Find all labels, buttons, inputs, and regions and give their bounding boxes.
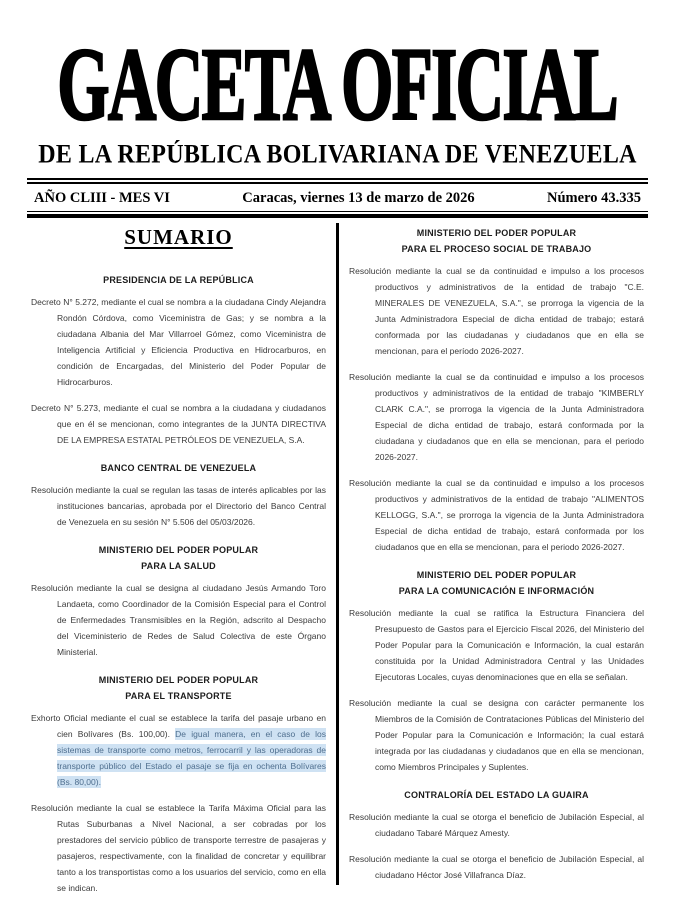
section-transporte (31, 672, 326, 895)
section-heading-line: MINISTERIO DEL PODER POPULAR (98, 545, 259, 555)
summary-entry: Resolución mediante la cual se otorga el beneficio de Jubilación Especial, al ciudadano Héctor José Villafranca Díaz. (349, 854, 644, 880)
summary-entry: Resolución mediante la cual se designa al ciudadano Jesús Armando Toro Landaeta, como Coordinador de la Comisión Especial para el Control de Enfermedades Transmisibles en la Región, adscrito al Despacho del Viceministerio de Redes de Salud Colectiva de este Órgano Ministerial. (31, 583, 326, 657)
dateline-year: AÑO CLIII - MES VI (34, 190, 170, 206)
section-heading-line: PARA EL PROCESO SOCIAL DE TRABAJO (401, 244, 592, 254)
section-heading (31, 542, 326, 574)
summary-entry: Resolución mediante la cual se da continuidad e impulso a los procesos productivos y administrativos de la entidad de trabajo "ALIMENTOS KELLOGG, S.A.", se prorroga la vigencia de la Junta Administradora Especial de dicha entidad de trabajo, estará conformada por los ciudadanos que en ella se mencionan, para el periodo 2026-2027. (349, 478, 644, 552)
section-heading-line: PRESIDENCIA DE LA REPÚBLICA (103, 275, 254, 285)
exhorto-normal-text: Exhorto Oficial mediante el cual se establece la tarifa del pasaje urbano en cien Bolívares (Bs. 100,00). (31, 713, 326, 739)
section-heading (31, 272, 326, 288)
section-proceso-social (349, 225, 644, 555)
section-heading (349, 225, 644, 257)
masthead (0, 0, 675, 170)
summary-title (31, 225, 326, 250)
summary-entry: Resolución mediante la cual se regulan las tasas de interés aplicables por las instituciones bancarias, aprobada por el Directorio del Banco Central de Venezuela en su sesión N° 5.506 del 05/03/2026. (31, 485, 326, 527)
masthead-title-wrap (0, 28, 675, 143)
gazette-title: GACETA OFICIAL (57, 28, 618, 143)
summary-entry: Decreto N° 5.273, mediante el cual se nombra a la ciudadana y ciudadanos que en él se mencionan, como integrantes de la JUNTA DIRECTIVA DE LA EMPRESA ESTATAL PETRÓLEOS DE VENEZUELA, S.A. (31, 403, 326, 445)
dateline-date: Caracas, viernes 13 de marzo de 2026 (242, 190, 475, 206)
summary-columns (31, 223, 644, 895)
section-heading-line: CONTRALORÍA DEL ESTADO LA GUAIRA (404, 790, 589, 800)
section-heading-line: MINISTERIO DEL PODER POPULAR (416, 570, 577, 580)
section-heading-line: MINISTERIO DEL PODER POPULAR (416, 228, 577, 238)
section-heading-line: PARA EL TRANSPORTE (125, 691, 232, 701)
section-contraloria (349, 787, 644, 883)
masthead-subtitle-wrap (0, 140, 675, 170)
section-heading (31, 460, 326, 476)
section-comunicacion (349, 567, 644, 775)
gazette-subtitle: DE LA REPÚBLICA BOLIVARIANA DE VENEZUELA (38, 140, 637, 170)
summary-entry: Resolución mediante la cual se ratifica la Estructura Financiera del Presupuesto de Gastos para el Ejercicio Fiscal 2026, del Ministerio del Poder Popular para la Comunicación e Información, la cual estarán constituida por la Unidad Administradora Central y las Unidades Ejecutoras Locales, cuyas denominaciones que en ella se señalan. (349, 608, 644, 682)
section-heading (31, 672, 326, 704)
thick-rule (27, 211, 648, 218)
summary-entry: Resolución mediante la cual se da continuidad e impulso a los procesos productivos y administrativos de la entidad de trabajo "KIMBERLY CLARK C.A.", se prorroga la vigencia de la Junta Administradora Especial de dicha entidad de trabajo, estará conformada por la ciudadana y ciudadanos que en ella se mencionan, para el periodo 2026-2027. (349, 372, 644, 462)
column-divider (336, 223, 339, 885)
summary-title-text: SUMARIO (124, 225, 233, 249)
column-left (31, 223, 326, 895)
summary-entry: Resolución mediante la cual se establece la Tarifa Máxima Oficial para las Rutas Suburbanas a Nivel Nacional, a ser cobradas por los prestadores del servicio público de transporte terrestre de pasajeras y pasajeros, respectivamente, con la finalidad de concretar y equilibrar tanto a los transportistas como a los usuarios del servicio, como en ella se indican. (31, 803, 326, 893)
dateline-bar (30, 184, 645, 211)
summary-entry: Resolución mediante la cual se designa con carácter permanente los Miembros de la Comisión de Contrataciones Públicas del Ministerio del Poder Popular para la Comunicación e Información; la cual estará integrada por las ciudadanas y ciudadanos que en ella se mencionan, como Miembros Principales y Suplentes. (349, 698, 644, 772)
column-right (349, 223, 644, 895)
section-heading-line: BANCO CENTRAL DE VENEZUELA (100, 463, 257, 473)
summary-entry: Resolución mediante la cual se otorga el beneficio de Jubilación Especial, al ciudadano Tabaré Márquez Amesty. (349, 812, 644, 838)
highlighted-text: De igual manera, en el caso de los sistemas de transporte como metros, ferrocarril y las operadoras de transporte público del Estado el pasaje se fija en ochenta Bolívares (Bs. 80,00). (57, 729, 326, 787)
section-salud (31, 542, 326, 660)
summary-entry: Decreto N° 5.272, mediante el cual se nombra a la ciudadana Cindy Alejandra Rondón Córdova, como Viceministra de Gas; y se nombra a la ciudadana Albania del Mar Villarroel Gómez, como Viceministra de Inteligencia Artificial y Eficiencia Productiva en Hidrocarburos, en condición de Encargadas, del Ministerio del Poder Popular de Hidrocarburos. (31, 297, 326, 387)
section-heading-line: PARA LA SALUD (141, 561, 216, 571)
summary-entry: Resolución mediante la cual se da continuidad e impulso a los procesos productivos y administrativos de la entidad de trabajo "C.E. MINERALES DE VENEZUELA, S.A.", se prorroga la vigencia de la Junta Administradora Especial de dicha entidad de trabajo; estará conformada por las ciudadanas y ciudadanos que en ella se mencionan, para el período 2026-2027. (349, 266, 644, 356)
section-banco-central (31, 460, 326, 530)
section-presidencia (31, 272, 326, 448)
section-heading-line: PARA LA COMUNICACIÓN E INFORMACIÓN (398, 586, 595, 596)
summary-entry-exhorto (31, 710, 326, 790)
section-heading-line: MINISTERIO DEL PODER POPULAR (98, 675, 259, 685)
section-heading (349, 787, 644, 803)
section-heading (349, 567, 644, 599)
dateline-number: Número 43.335 (547, 190, 641, 206)
